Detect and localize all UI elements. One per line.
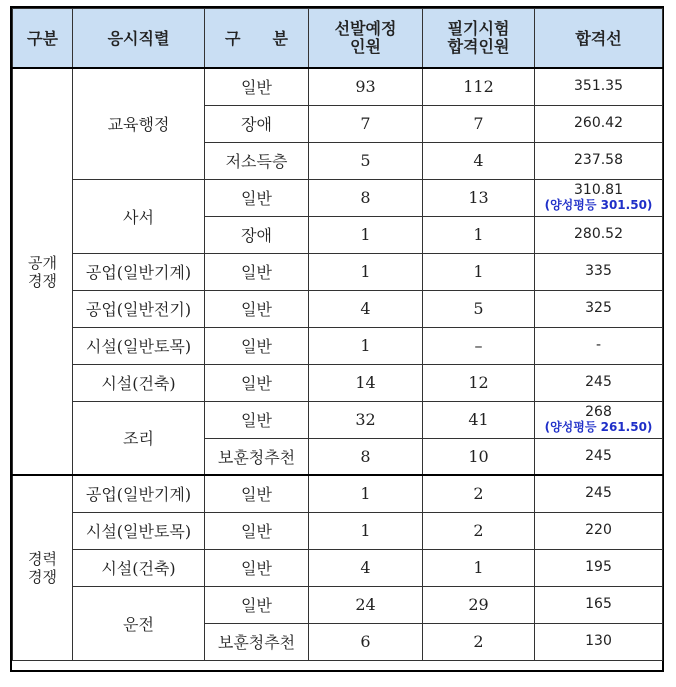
passed-cell: 1 — [423, 216, 535, 253]
passed-cell: 2 — [423, 512, 535, 549]
division-cell: 일반 — [205, 179, 309, 216]
cutoff-value: - — [595, 337, 602, 353]
table-row — [13, 253, 663, 290]
passed-cell: 1 — [423, 253, 535, 290]
cutoff-value: 195 — [585, 559, 612, 575]
division-cell: 장애 — [205, 216, 309, 253]
division-cell: 일반 — [205, 327, 309, 364]
cutoff-value: 325 — [585, 300, 612, 316]
passed-cell: 2 — [423, 475, 535, 512]
table-row — [13, 327, 663, 364]
table-row — [13, 475, 663, 512]
category-career-line1: 경력 — [28, 549, 57, 568]
job-industrial-mechanical: 공업(일반기계) — [73, 475, 205, 512]
cutoff-cell — [535, 549, 663, 586]
division-cell: 일반 — [205, 401, 309, 438]
cutoff-value: 351.35 — [574, 78, 623, 95]
passed-cell: 12 — [423, 364, 535, 401]
table-row — [13, 290, 663, 327]
cutoff-cell — [535, 438, 663, 475]
category-open-line1: 공개 — [28, 253, 57, 272]
cutoff-value: 130 — [585, 633, 612, 649]
planned-cell: 1 — [309, 216, 423, 253]
cutoff-cell — [535, 512, 663, 549]
category-open-line2: 경쟁 — [28, 271, 57, 290]
passed-cell: 1 — [423, 549, 535, 586]
table-row — [13, 364, 663, 401]
passed-cell: 4 — [423, 142, 535, 179]
division-cell: 일반 — [205, 475, 309, 512]
cutoff-cell — [535, 216, 663, 253]
passed-cell: 41 — [423, 401, 535, 438]
passed-cell: 5 — [423, 290, 535, 327]
header-passed-line2: 합격인원 — [447, 37, 510, 56]
job-librarian: 사서 — [73, 179, 205, 253]
planned-cell: 7 — [309, 105, 423, 142]
job-facility-architecture: 시설(건축) — [73, 364, 205, 401]
passed-cell: 13 — [423, 179, 535, 216]
job-industrial-electrical: 공업(일반전기) — [73, 290, 205, 327]
cutoff-cell — [535, 253, 663, 290]
division-cell: 저소득층 — [205, 142, 309, 179]
job-edu-admin: 교육행정 — [73, 68, 205, 179]
header-category: 구분 — [13, 9, 73, 69]
cutoff-value: 245 — [585, 447, 612, 464]
header-cutoff: 합격선 — [535, 9, 663, 69]
table-row — [13, 401, 663, 438]
planned-cell: 8 — [309, 438, 423, 475]
planned-cell: 1 — [309, 512, 423, 549]
planned-cell: 1 — [309, 475, 423, 512]
division-cell: 일반 — [205, 364, 309, 401]
cutoff-cell — [535, 364, 663, 401]
cutoff-cell — [535, 327, 663, 364]
exam-results-table — [12, 8, 663, 661]
cutoff-value: 220 — [585, 522, 612, 538]
passed-cell: – — [423, 327, 535, 364]
cutoff-value: 310.81 — [574, 181, 623, 198]
cutoff-value: 245 — [585, 374, 612, 390]
job-facility-civil: 시설(일반토목) — [73, 512, 205, 549]
header-passed — [423, 9, 535, 69]
passed-cell: 29 — [423, 586, 535, 623]
planned-cell: 5 — [309, 142, 423, 179]
cutoff-cell — [535, 401, 663, 438]
table-row — [13, 549, 663, 586]
planned-cell: 24 — [309, 586, 423, 623]
planned-cell: 1 — [309, 327, 423, 364]
table-row — [13, 68, 663, 105]
category-career-line2: 경쟁 — [28, 567, 57, 586]
division-cell: 일반 — [205, 512, 309, 549]
cutoff-value: 237.58 — [574, 152, 623, 168]
division-cell: 일반 — [205, 253, 309, 290]
job-cook: 조리 — [73, 401, 205, 475]
division-cell: 장애 — [205, 105, 309, 142]
cutoff-value: 165 — [585, 596, 612, 612]
passed-cell: 112 — [423, 68, 535, 105]
category-open-competition — [13, 68, 73, 475]
header-division — [205, 9, 309, 69]
planned-cell: 93 — [309, 68, 423, 105]
planned-cell: 32 — [309, 401, 423, 438]
division-cell: 일반 — [205, 290, 309, 327]
planned-cell: 8 — [309, 179, 423, 216]
header-job: 응시직렬 — [73, 9, 205, 69]
results-table-frame — [10, 6, 664, 672]
header-passed-line1: 필기시험 — [447, 19, 510, 38]
planned-cell: 1 — [309, 253, 423, 290]
division-cell: 보훈청추천 — [205, 438, 309, 475]
cutoff-cell — [535, 105, 663, 142]
table-row — [13, 179, 663, 216]
division-cell: 보훈청추천 — [205, 623, 309, 660]
cutoff-cell — [535, 68, 663, 105]
header-planned-line1: 선발예정 — [334, 19, 397, 38]
cutoff-value: 245 — [585, 485, 612, 502]
job-driver: 운전 — [73, 586, 205, 660]
cutoff-cell — [535, 586, 663, 623]
cutoff-cell — [535, 623, 663, 660]
passed-cell: 7 — [423, 105, 535, 142]
header-planned-line2: 인원 — [350, 37, 381, 56]
cutoff-value: 268 — [585, 403, 612, 420]
cutoff-value: 335 — [585, 263, 612, 279]
cutoff-value: 280.52 — [574, 226, 623, 242]
job-facility-civil: 시설(일반토목) — [73, 327, 205, 364]
planned-cell: 14 — [309, 364, 423, 401]
division-cell: 일반 — [205, 549, 309, 586]
cutoff-cell — [535, 142, 663, 179]
cutoff-cell — [535, 179, 663, 216]
job-facility-architecture: 시설(건축) — [73, 549, 205, 586]
division-cell: 일반 — [205, 68, 309, 105]
planned-cell: 6 — [309, 623, 423, 660]
category-career-competition — [13, 475, 73, 660]
planned-cell: 4 — [309, 549, 423, 586]
gender-equality-note: (양성평등 261.50) — [544, 419, 653, 434]
gender-equality-note: (양성평등 301.50) — [544, 197, 653, 212]
division-cell: 일반 — [205, 586, 309, 623]
passed-cell: 2 — [423, 623, 535, 660]
cutoff-value: 260.42 — [574, 115, 623, 131]
job-industrial-mechanical: 공업(일반기계) — [73, 253, 205, 290]
table-row — [13, 512, 663, 549]
passed-cell: 10 — [423, 438, 535, 475]
header-planned — [309, 9, 423, 69]
header-row — [13, 9, 663, 69]
table-row — [13, 586, 663, 623]
cutoff-cell — [535, 290, 663, 327]
cutoff-cell — [535, 475, 663, 512]
header-division-label: 구 분 — [225, 28, 288, 48]
planned-cell: 4 — [309, 290, 423, 327]
